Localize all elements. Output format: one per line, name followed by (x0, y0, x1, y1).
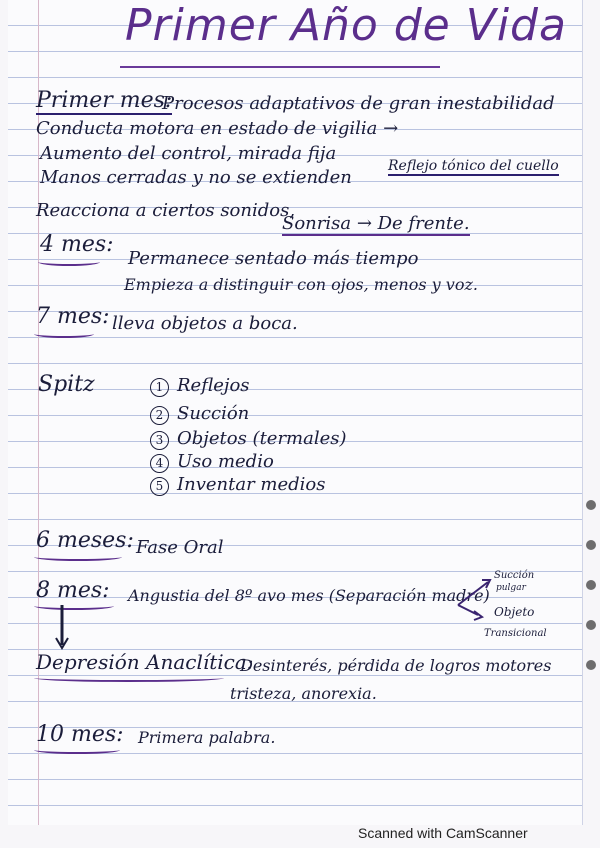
primer-mes-line2b: Reflejo tónico del cuello (388, 158, 559, 174)
siete-mes-text: lleva objetos a boca. (112, 313, 298, 334)
ocho-mes-label: 8 mes: (36, 578, 110, 603)
primer-mes-line3: Aumento del control, mirada fija (40, 143, 337, 164)
primer-mes-line5b: Sonrisa → De frente. (282, 213, 470, 234)
depresion-label: Depresión Anaclítica: (36, 650, 254, 674)
siete-mes-label: 7 mes: (36, 304, 110, 329)
primer-mes-line1: Procesos adaptativos de gran inestabilidad (162, 93, 555, 114)
ocho-mes-text: Angustia del 8º avo mes (Separación madre) (128, 586, 490, 605)
spitz-item-2: 2 Succión (150, 403, 249, 425)
squiggle-underline (34, 553, 122, 561)
title-underline (120, 66, 440, 68)
binding-hole (586, 620, 596, 630)
primer-mes-line4: Manos cerradas y no se extienden (40, 167, 352, 188)
diez-mes-label: 10 mes: (36, 722, 124, 747)
squiggle-underline (34, 746, 120, 754)
spitz-item-5: 5 Inventar medios (150, 474, 325, 496)
scanner-watermark: Scanned with CamScanner (358, 825, 528, 841)
branch-mid: Objeto (494, 605, 535, 619)
spitz-item-3: 3 Objetos (termales) (150, 428, 347, 450)
branch-top2: pulgar (496, 583, 526, 593)
seis-meses-text: Fase Oral (136, 537, 224, 558)
primer-mes-label: Primer mes: (36, 88, 173, 113)
depresion-line2: tristeza, anorexia. (230, 684, 377, 703)
diez-mes-text: Primera palabra. (138, 728, 276, 747)
spitz-item-4: 4 Uso medio (150, 451, 274, 473)
squiggle-underline (34, 674, 224, 682)
branch-bottom: Transicional (484, 628, 547, 639)
binding-hole (586, 500, 596, 510)
cuatro-mes-label: 4 mes: (40, 232, 114, 257)
squiggle-underline (38, 258, 100, 266)
primer-mes-line5a: Reacciona a ciertos sonidos, (36, 200, 296, 221)
spitz-label: Spitz (38, 372, 95, 397)
primer-mes-line2a: Conducta motora en estado de vigilia → (36, 118, 399, 139)
depresion-line1: Desinterés, pérdida de logros motores (240, 656, 552, 675)
squiggle-underline (34, 602, 114, 610)
binding-hole (586, 540, 596, 550)
binding-hole (586, 660, 596, 670)
branch-top1: Succión (494, 570, 535, 581)
binding-hole (586, 580, 596, 590)
cuatro-mes-line1: Permanece sentado más tiempo (128, 248, 419, 269)
seis-meses-label: 6 meses: (36, 528, 134, 553)
cuatro-mes-line2: Empieza a distinguir con ojos, menos y voz. (124, 275, 478, 294)
squiggle-underline (34, 330, 94, 338)
spitz-item-1: 1 Reflejos (150, 375, 250, 397)
page-title: Primer Año de Vida (125, 0, 567, 51)
